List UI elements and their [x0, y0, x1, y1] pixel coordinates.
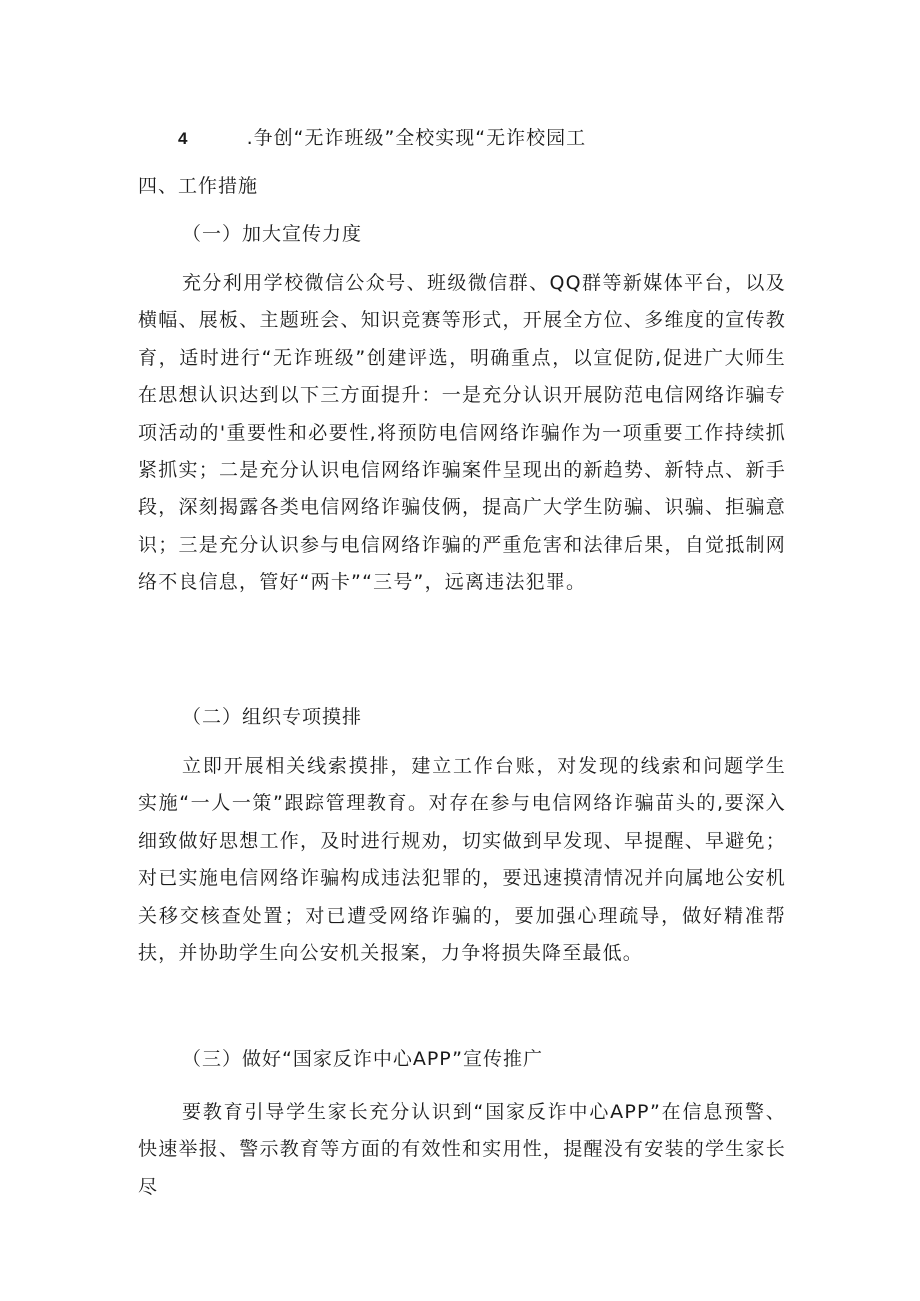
subsection-2-title: （二）组织专项摸排 [182, 706, 363, 728]
item-4-text: .争创“无诈班级”全校实现“无诈校园工 [246, 127, 587, 149]
subsection-1-title: （一）加大宣传力度 [182, 223, 363, 245]
subsection-3-body: 要教育引导学生家长充分认识到“国家反诈中心APP”在信息预警、快速举报、警示教育等方面的有效性和实用性，提醒没有安装的学生家长尽 [138, 1101, 786, 1198]
subsection-2-body: 立即开展相关线索摸排，建立工作台账，对发现的线索和问题学生实施“一人一策”跟踪管理教育。对存在参与电信网络诈骗苗头的,要深入细致做好思想工作，及时进行规劝，切实做到早发现、早提醒、早避免；对已实施电信网络诈骗构成违法犯罪的，要迅速摸清情况并向属地公安机关移交核查处置；对已遭受网络诈骗的，要加强心理疏导，做好精准帮扶，并协助学生向公安机关报案，力争将损失降至最低。 [138, 755, 786, 965]
subsection-1-body: 充分利用学校微信公众号、班级微信群、QQ群等新媒体平台，以及横幅、展板、主题班会、知识竞赛等形式，开展全方位、多维度的宣传教育，适时进行“无诈班级”创建评选，明确重点，以宣促防,促进广大师生在思想认识达到以下三方面提升：一是充分认识开展防范电信网络诈骗专项活动的'重要性和必要性,将预防电信网络诈骗作为一项重要工作持续抓紧抓实；二是充分认识电信网络诈骗案件呈现出的新趋势、新特点、新手段，深刻揭露各类电信网络诈骗伎俩，提高广大学生防骗、识骗、拒骗意识；三是充分认识参与电信网络诈骗的严重危害和法律后果，自觉抵制网络不良信息，管好“两卡”“三号”，远离违法犯罪。 [138, 272, 786, 594]
item-4-number: 4 [178, 129, 189, 148]
item-4-line [178, 124, 586, 153]
subsection-3-title: （三）做好“国家反诈中心APP”宣传推广 [182, 1048, 543, 1070]
section-4-title: 四、工作措施 [138, 175, 259, 197]
